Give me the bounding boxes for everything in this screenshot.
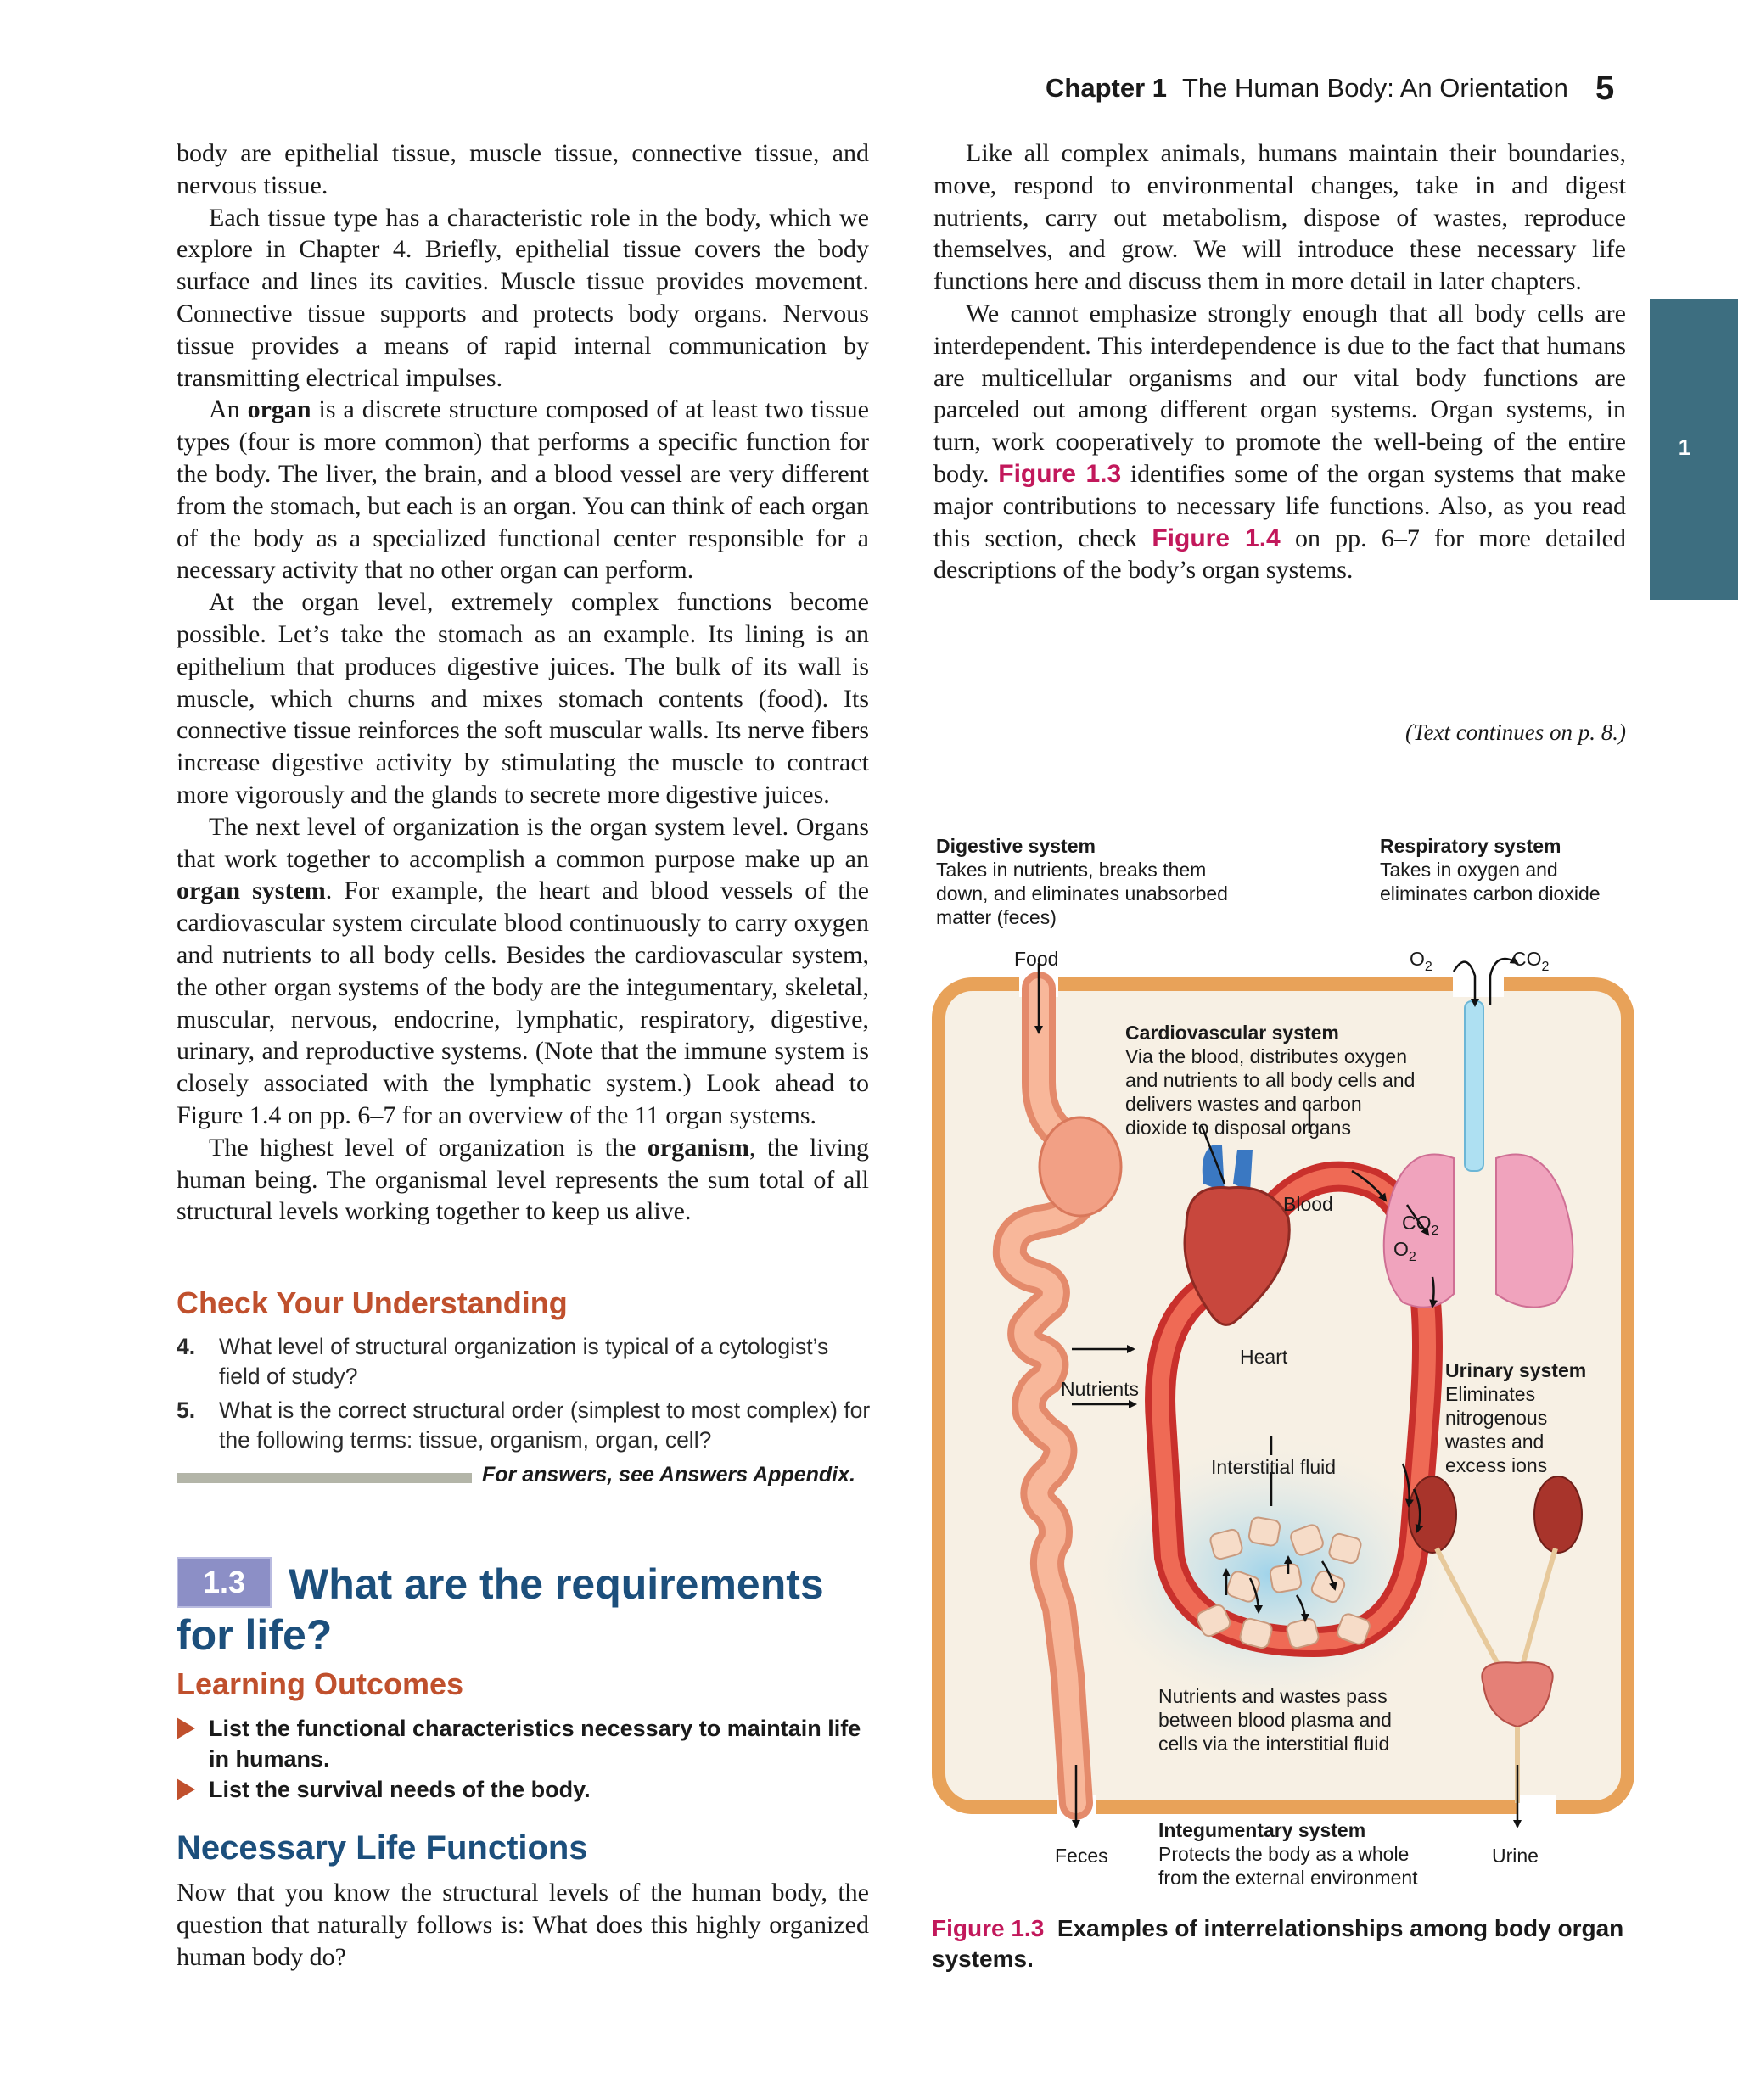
answers-note: For answers, see Answers Appendix.: [482, 1463, 855, 1487]
nutrients-label: Nutrients: [1061, 1378, 1140, 1400]
urinary-system-desc: Eliminates: [1445, 1383, 1536, 1405]
triangle-bullet-icon: [177, 1717, 195, 1739]
subheading: Necessary Life Functions: [177, 1829, 588, 1867]
chapter-tab-number: 1: [1678, 434, 1691, 460]
paragraph: At the organ level, extremely complex functions become possible. Let’s take the stomach as an example. Its lining is an epithelium that produces digestive juices. The bulk of its wall is muscle, which churns and mixes stomach contents (food). Its connective tissue reinforces the soft muscular walls. Its nerve fibers increase digestive activity by stimulating the muscle to contract more vigorously and the glands to secrete more digestive juices.: [177, 588, 869, 809]
learning-outcome-item: List the survival needs of the body.: [177, 1774, 872, 1805]
digestive-system-desc: down, and eliminates unabsorbed: [936, 882, 1228, 904]
cardiovascular-system-desc: and nutrients to all body cells and: [1125, 1069, 1416, 1091]
feces-label: Feces: [1055, 1845, 1108, 1867]
figure-caption: [932, 1913, 1645, 1974]
paragraph: Now that you know the structural levels of the human body, the question that naturally follows is: What does this highly organized human body do?: [177, 1879, 869, 1971]
cardiovascular-system-desc: delivers wastes and carbon: [1125, 1093, 1362, 1115]
right-column: [933, 137, 1626, 586]
check-understanding-title: Check Your Understanding: [177, 1285, 568, 1320]
question-item: 4. What level of structural organization is typical of a cytologist’s field of study?: [177, 1334, 829, 1389]
text-continues-note: (Text continues on p. 8.): [1405, 720, 1626, 745]
urinary-system-desc: wastes and: [1445, 1431, 1545, 1453]
co2-label: $CO_2$: [1512, 948, 1550, 974]
left-column: [177, 137, 869, 1228]
digestive-system-desc: Takes in nutrients, breaks them: [936, 859, 1207, 881]
paragraph: Each tissue type has a characteristic role in the body, which we explore in Chapter 4. Briefly, epithelial tissue covers the body surface and lines its cavities. Muscle tissue provides movement. Connective tissue supports and protects body organs. Nervous tissue provides a means of rapid internal communication by transmitting electrical impulses.: [177, 203, 869, 392]
figure-reference-link[interactable]: Figure 1.4: [1152, 524, 1281, 552]
chapter-label: Chapter 1: [1046, 73, 1167, 103]
urinary-system-title: Urinary system: [1445, 1359, 1587, 1381]
integumentary-system-title: Integumentary system: [1158, 1819, 1366, 1841]
digestive-system-desc: matter (feces): [936, 906, 1057, 928]
figure-caption-text: Examples of interrelationships among body organ systems.: [932, 1915, 1624, 1972]
triangle-bullet-icon: [177, 1778, 195, 1800]
cardiovascular-system-title: Cardiovascular system: [1125, 1022, 1339, 1044]
integumentary-system-desc: Protects the body as a whole: [1158, 1843, 1410, 1865]
exchange-note: cells via the interstitial fluid: [1158, 1733, 1390, 1755]
section-title-cont: for life?: [177, 1611, 333, 1659]
respiratory-system-title: Respiratory system: [1380, 835, 1561, 857]
figure-caption-label: Figure 1.3: [932, 1915, 1045, 1941]
term-organ-system: organ system: [177, 876, 326, 905]
chapter-title: The Human Body: An Orientation: [1181, 73, 1568, 103]
learning-outcomes-title: Learning Outcomes: [177, 1666, 464, 1701]
interstitial-fluid-label: Interstitial fluid: [1211, 1456, 1337, 1478]
exchange-note: Nutrients and wastes pass: [1158, 1685, 1388, 1707]
learning-outcome-item: List the functional characteristics necessary to maintain life in humans.: [177, 1713, 872, 1774]
paragraph: The highest level of organization is the organism, the living human being. The organismal level represents the sum total of all structural levels working together to keep us alive.: [177, 1133, 870, 1226]
heart-label: Heart: [1240, 1346, 1288, 1368]
running-header: [1046, 73, 1568, 115]
paragraph: Like all complex animals, humans maintain their boundaries, move, respond to environmental changes, take in and digest nutrients, carry out metabolism, dispose of wastes, reproduce themselves, and grow. We will introduce these necessary life functions here and discuss them in more detail in later chapters.: [933, 139, 1626, 296]
urinary-system-desc: nitrogenous: [1445, 1407, 1548, 1429]
o2-label: $O_2$: [1410, 948, 1432, 974]
section-title: What are the requirements: [289, 1560, 824, 1608]
cardiovascular-system-desc: dioxide to disposal organs: [1125, 1117, 1351, 1139]
paragraph: The next level of organization is the organ system level. Organs that work together to accomplish a common purpose make up an organ system. For example, the heart and blood vessels of the cardiovascular system circulate blood continuously to carry oxygen and nutrients to all body cells. Besides the cardiovascular system, the other organ systems of the body are the integumentary, skeletal, muscular, nervous, endocrine, lymphatic, respiratory, digestive, urinary, and reproductive systems. (Note that the immune system is closely associated with the lymphatic system.) Look ahead to Figure 1.4 on pp. 6–7 for an overview of the 11 organ systems.: [177, 812, 869, 1129]
paragraph: body are epithelial tissue, muscle tissue, connective tissue, and nervous tissue.: [177, 139, 869, 199]
term-organ: organ: [247, 395, 311, 424]
o2-label: $O_2$: [1393, 1238, 1416, 1264]
paragraph: We cannot emphasize strongly enough that all body cells are interdependent. This interdependence is due to the fact that humans are multicellular organisms and our vital body functions are parceled out among different organ systems. Organ systems, in turn, work cooperatively to promote the well-being of the entire body. Figure 1.3 identifies some of the organ systems that make major contributions to necessary life functions. Also, as you read this section, check Figure 1.4 on pp. 6–7 for more detailed descriptions of the body’s organ systems.: [933, 299, 1626, 585]
integumentary-system-desc: from the external environment: [1158, 1867, 1418, 1889]
food-label: Food: [1014, 948, 1059, 970]
page-number: 5: [1595, 70, 1615, 107]
exchange-note: between blood plasma and: [1158, 1709, 1392, 1731]
term-organism: organism: [647, 1133, 749, 1162]
urinary-system-desc: excess ions: [1445, 1454, 1548, 1476]
co2-label: $CO_2$: [1402, 1212, 1439, 1238]
figure-reference-link[interactable]: Figure 1.3: [998, 459, 1122, 488]
stomach: [1040, 1117, 1121, 1216]
figure-1-3-diagram: [932, 827, 1645, 1896]
question-item: 5. What is the correct structural order (simplest to most complex) for the following terms: tissue, organism, organ, cell?: [177, 1397, 871, 1453]
urine-label: Urine: [1492, 1845, 1539, 1867]
respiratory-system-desc: Takes in oxygen and: [1380, 859, 1558, 881]
respiratory-system-desc: eliminates carbon dioxide: [1380, 882, 1601, 904]
cardiovascular-system-desc: Via the blood, distributes oxygen: [1125, 1045, 1408, 1067]
trachea: [1465, 1001, 1483, 1171]
digestive-system-title: Digestive system: [936, 835, 1096, 857]
paragraph: An organ is a discrete structure composed of at least two tissue types (four is more common) that performs a specific function for the body. The liver, the brain, and a blood vessel are very different from the stomach, but each is an organ. You can think of each organ of the body as a specialized functional center responsible for a necessary activity that no other organ can perform.: [177, 395, 869, 585]
blood-label: Blood: [1283, 1193, 1333, 1215]
divider-bar: [177, 1473, 472, 1483]
section-number-badge: 1.3: [177, 1557, 272, 1608]
